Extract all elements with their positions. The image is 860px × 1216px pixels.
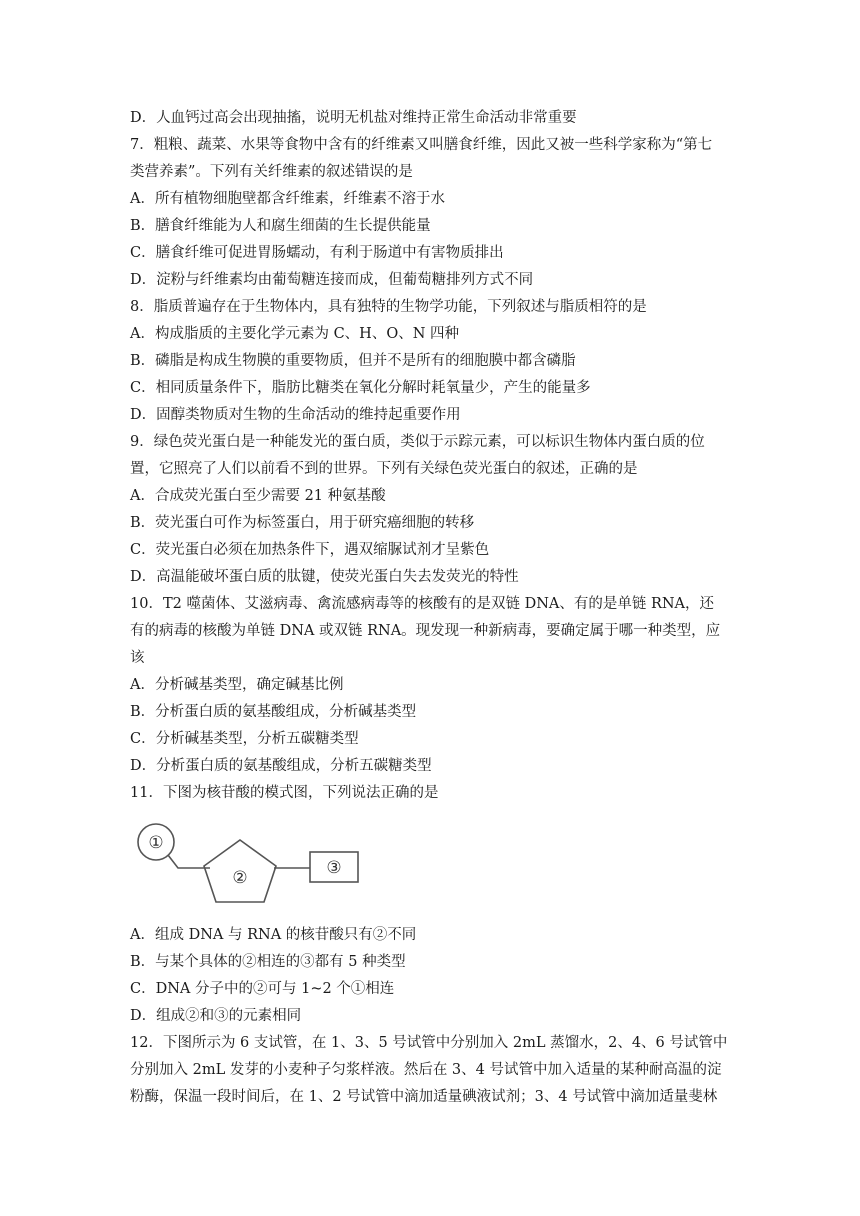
text-line: B．与某个具体的②相连的③都有 5 种类型 [130, 954, 406, 970]
diagram-label-2: ② [232, 868, 248, 888]
text-line: A．构成脂质的主要化学元素为 C、H、O、N 四种 [130, 326, 460, 342]
text-line: 7．粗粮、蔬菜、水果等食物中含有的纤维素又叫膳食纤维，因此又被一些科学家称为“第七 [130, 137, 713, 153]
text-line: 12．下图所示为 6 支试管，在 1、3、5 号试管中分别加入 2mL 蒸馏水，2、4、6 号试管中 [130, 1035, 728, 1051]
nucleotide-diagram [130, 818, 370, 908]
text-line: A．所有植物细胞壁都含纤维素，纤维素不溶于水 [130, 191, 445, 207]
text-line: A．分析碱基类型，确定碱基比例 [130, 677, 344, 693]
text-line: 11．下图为核苷酸的模式图，下列说法正确的是 [130, 785, 439, 801]
text-line: 9．绿色荧光蛋白是一种能发光的蛋白质，类似于示踪元素，可以标识生物体内蛋白质的位 [130, 434, 705, 450]
text-line: D．高温能破坏蛋白质的肽键，使荧光蛋白失去发荧光的特性 [130, 569, 519, 585]
text-line: D．人血钙过高会出现抽搐，说明无机盐对维持正常生命活动非常重要 [130, 110, 577, 126]
text-line: D．淀粉与纤维素均由葡萄糖连接而成，但葡萄糖排列方式不同 [130, 272, 534, 288]
text-line: A．组成 DNA 与 RNA 的核苷酸只有②不同 [130, 927, 417, 943]
diagram-label-3: ③ [326, 858, 342, 878]
text-line: D．组成②和③的元素相同 [130, 1008, 302, 1024]
text-line: C．分析碱基类型，分析五碳糖类型 [130, 731, 359, 747]
text-line: B．膳食纤维能为人和腐生细菌的生长提供能量 [130, 218, 431, 234]
text-line: C．DNA 分子中的②可与 1~2 个①相连 [130, 981, 395, 997]
text-line: D．固醇类物质对生物的生命活动的维持起重要作用 [130, 407, 461, 423]
text-line: 10．T2 噬菌体、艾滋病毒、禽流感病毒等的核酸有的是双链 DNA、有的是单链 RNA，还 [130, 596, 715, 612]
text-line: 粉酶，保温一段时间后，在 1、2 号试管中滴加适量碘液试剂；3、4 号试管中滴加适量斐林 [130, 1089, 718, 1105]
diagram-label-1: ① [148, 833, 164, 853]
text-line: A．合成荧光蛋白至少需要 21 种氨基酸 [130, 488, 386, 504]
text-line: 8．脂质普遍存在于生物体内，具有独特的生物学功能，下列叙述与脂质相符的是 [130, 299, 647, 315]
text-line: D．分析蛋白质的氨基酸组成，分析五碳糖类型 [130, 758, 432, 774]
text-line: B．荧光蛋白可作为标签蛋白，用于研究癌细胞的转移 [130, 515, 475, 531]
text-line: 置，它照亮了人们以前看不到的世界。下列有关绿色荧光蛋白的叙述，正确的是 [130, 461, 638, 477]
text-line: B．磷脂是构成生物膜的重要物质，但并不是所有的细胞膜中都含磷脂 [130, 353, 576, 369]
text-line: C．膳食纤维可促进胃肠蠕动，有利于肠道中有害物质排出 [130, 245, 504, 261]
text-line: B．分析蛋白质的氨基酸组成，分析碱基类型 [130, 704, 417, 720]
text-line: 分别加入 2mL 发芽的小麦种子匀浆样液。然后在 3、4 号试管中加入适量的某种耐高温的淀 [130, 1062, 722, 1078]
text-line: 有的病毒的核酸为单链 DNA 或双链 RNA。现发现一种新病毒，要确定属于哪一种类型，应 [130, 623, 721, 639]
text-line: C．荧光蛋白必须在加热条件下，遇双缩脲试剂才呈紫色 [130, 542, 490, 558]
text-line: 该 [130, 650, 145, 666]
text-line: 类营养素”。下列有关纤维素的叙述错误的是 [130, 164, 413, 180]
text-line: C．相同质量条件下，脂肪比糖类在氧化分解时耗氧量少，产生的能量多 [130, 380, 591, 396]
